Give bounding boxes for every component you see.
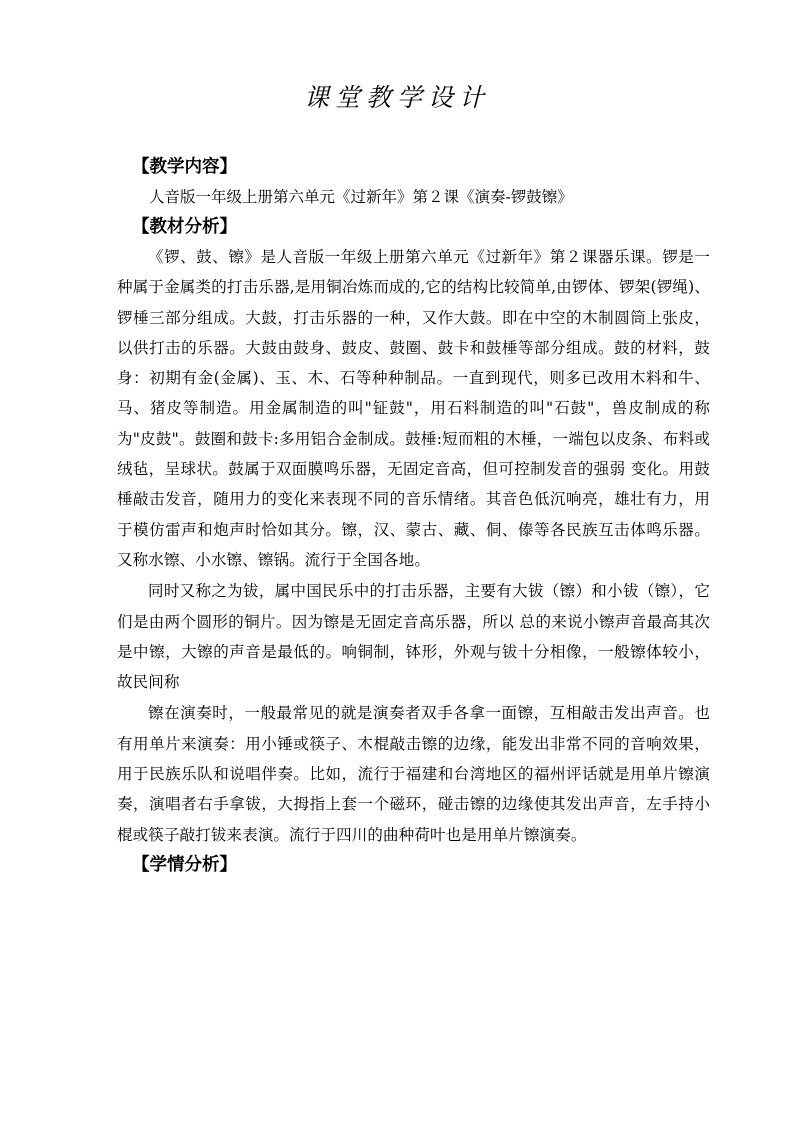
paragraph-cymbal-description: 同时又称之为钹，属中国民乐中的打击乐器，主要有大钹（镲）和小钹（镲），它们是由两个圆形的铜片。因为镲是无固定音高乐器，所以 总的来说小镲声音最高其次是中镲，大镲的声音是最低的。响铜制，钵形，外观与钹十分相像，一般镲体较小，故民间称 <box>117 582 710 692</box>
document-body <box>117 152 710 880</box>
teaching-content-text: 人音版一年级上册第六单元《过新年》第２课《演奏-锣鼓镲》 <box>149 188 573 206</box>
section-heading-student-analysis: 【学情分析】 <box>132 854 237 875</box>
paragraph-cymbal-performance: 镲在演奏时，一般最常见的就是演奏者双手各拿一面镲，互相敲击发出声音。也有用单片来演奏：用小锤或筷子、木棍敲击镲的边缘，能发出非常不同的音响效果，用于民族乐队和说唱伴奏。比如，流行于福建和台湾地区的福州评话就是用单片镲演奏，演唱者右手拿钹，大拇指上套一个磁环，碰击镲的边缘使其发出声音，左手持小棍或筷子敲打钹来表演。流行于四川的曲种荷叶也是用单片镲演奏。 <box>117 704 710 844</box>
section-heading-textbook-analysis: 【教材分析】 <box>132 217 237 237</box>
paragraph-instruments-intro: 《锣、鼓、镲》是人音版一年级上册第六单元《过新年》第２课器乐课。锣是一种属于金属类的打击乐器,是用铜冶炼而成的,它的结构比较简单,由锣体、锣架(锣绳)、锣棰三部分组成。大鼓，打击乐器的一种，又作大鼓。即在中空的木制圆筒上张皮，以供打击的乐器。大鼓由鼓身、鼓皮、鼓圈、鼓卡和鼓棰等部分组成。鼓的材料，鼓身：初期有金(金属)、玉、木、石等种种制品。一直到现代，则多已改用木料和牛、马、猪皮等制造。用金属制造的叫"钲鼓"，用石料制造的叫"石鼓"，兽皮制成的称为"皮鼓"。鼓圈和鼓卡:多用铝合金制成。鼓棰:短而粗的木棰，一端包以皮条、布料或绒毡，呈球状。鼓属于双面膜鸣乐器，无固定音高，但可控制发音的强弱 变化。用鼓棰敲击发音，随用力的变化来表现不同的音乐情绪。其音色低沉响亮，雄壮有力，用于模仿雷声和炮声时恰如其分。镲，汉、蒙古、藏、侗、傣等各民族互击体鸣乐器。又称水镲、小水镲、镲锅。流行于全国各地。 <box>117 248 710 569</box>
document-title: 课堂教学设计 <box>303 83 490 112</box>
section-heading-teaching-content: 【教学内容】 <box>132 157 237 177</box>
